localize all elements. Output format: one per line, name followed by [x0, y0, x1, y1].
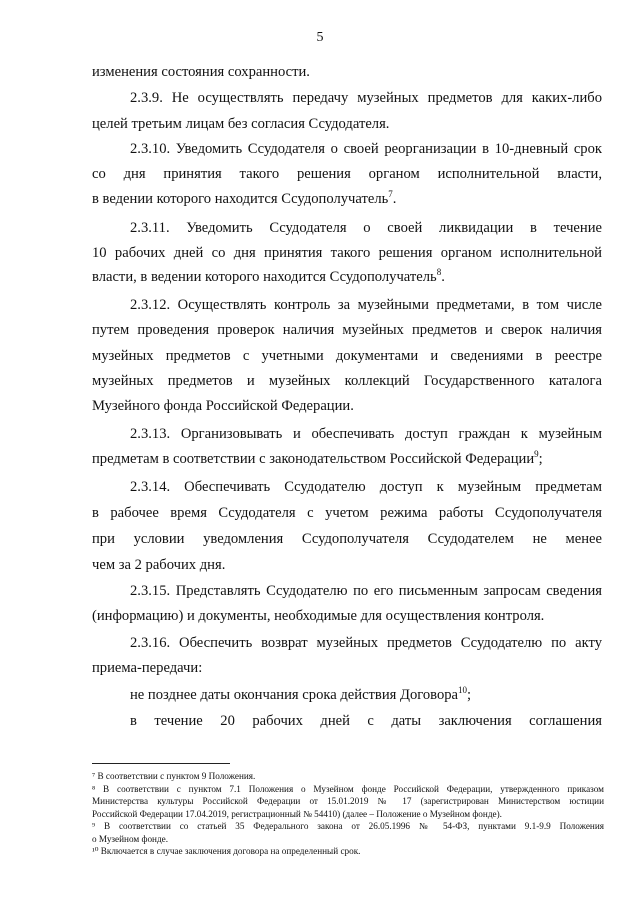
text-line: со дня принятия такого решения органом исполнительной власти, — [92, 166, 602, 182]
text-line — [92, 449, 543, 469]
footnote-ref-10: 10 — [458, 685, 468, 696]
text-line: изменения состояния сохранности. — [92, 64, 310, 80]
text-line: целей третьим лицам без согласия Ссудодателя. — [92, 116, 390, 132]
text-line: чем за 2 рабочих дня. — [92, 557, 226, 573]
text-line: в рабочее время Ссудодателя с учетом режима работы Ссудополучателя — [92, 505, 602, 521]
text-span: предметам в соответствии с законодательством Российской Федерации — [92, 451, 535, 467]
clause-2-3-13: 2.3.13. Организовывать и обеспечивать доступ граждан к музейным — [130, 426, 602, 442]
text-span: . — [392, 191, 397, 207]
footnote-8: ⁸ В соответствии с пунктом 7.1 Положения о Музейном фонде Российской Федерации, утвержденного приказом — [92, 783, 604, 794]
footnote-ref-9: 9 — [534, 449, 539, 460]
text-line — [92, 267, 445, 287]
text-line: путем проведения проверок наличия музейных предметов и сверок наличия — [92, 322, 602, 338]
text-line: музейных предметов и музейных коллекций Государственного каталога — [92, 373, 602, 389]
text-line: (информацию) и документы, необходимые для осуществления контроля. — [92, 608, 545, 624]
text-line — [92, 189, 396, 209]
clause-2-3-11: 2.3.11. Уведомить Ссудодателя о своей ликвидации в течение — [130, 220, 602, 236]
clause-2-3-16: 2.3.16. Обеспечить возврат музейных предметов Ссудодателю по акту — [130, 635, 602, 651]
text-line: 10 рабочих дней со дня принятия такого решения органом исполнительной — [92, 245, 602, 261]
page-number: 5 — [316, 30, 324, 45]
text-line: приема-передачи: — [92, 660, 203, 676]
clause-2-3-14: 2.3.14. Обеспечивать Ссудодателю доступ к музейным предметам — [130, 479, 602, 495]
footnote-8-cont: Министерства культуры Российской Федерации от 15.01.2019 № 17 (зарегистрирован Министерством юстиции — [92, 796, 604, 806]
text-span: ; — [467, 687, 472, 703]
footnote-7: ⁷ В соответствии с пунктом 9 Положения. — [92, 771, 256, 781]
text-span: ; — [538, 451, 543, 467]
footnote-divider — [92, 763, 230, 764]
clause-2-3-9: 2.3.9. Не осуществлять передачу музейных предметов для каких-либо — [130, 90, 602, 106]
text-line: Музейного фонда Российской Федерации. — [92, 398, 354, 414]
text-line: в течение 20 рабочих дней с даты заключения соглашения — [130, 713, 602, 729]
footnote-10: ¹⁰ Включается в случае заключения договора на определенный срок. — [92, 846, 361, 856]
text-span: не позднее даты окончания срока действия Договора — [130, 687, 459, 703]
clause-2-3-12: 2.3.12. Осуществлять контроль за музейными предметами, в том числе — [130, 297, 602, 313]
text-span: . — [441, 269, 445, 285]
footnote-8-cont: Российской Федерации 17.04.2019, регистрационный № 54410) (далее – Положение о Музейном фонде). — [92, 808, 502, 819]
footnote-ref-7: 7 — [388, 189, 393, 200]
footnote-9: ⁹ В соответствии со статьей 35 Федерального закона от 26.05.1996 № 54-ФЗ, пунктами 9.1-9.9 Положения — [92, 821, 604, 831]
text-line: при условии уведомления Ссудополучателя Ссудодателем не менее — [92, 531, 602, 547]
clause-2-3-15: 2.3.15. Представлять Ссудодателю по его письменным запросам сведения — [130, 583, 602, 599]
text-span: в ведении которого находится Ссудополучатель — [92, 191, 389, 207]
clause-2-3-10: 2.3.10. Уведомить Ссудодателя о своей реорганизации в 10-дневный срок — [130, 141, 602, 157]
text-line: музейных предметов с учетными документами и сведениями в реестре — [92, 348, 602, 364]
text-line — [130, 685, 471, 705]
footnote-9-cont: о Музейном фонде. — [92, 833, 169, 844]
footnote-ref-8: 8 — [436, 267, 442, 278]
text-span: власти, в ведении которого находится Ссудополучатель — [92, 269, 437, 285]
